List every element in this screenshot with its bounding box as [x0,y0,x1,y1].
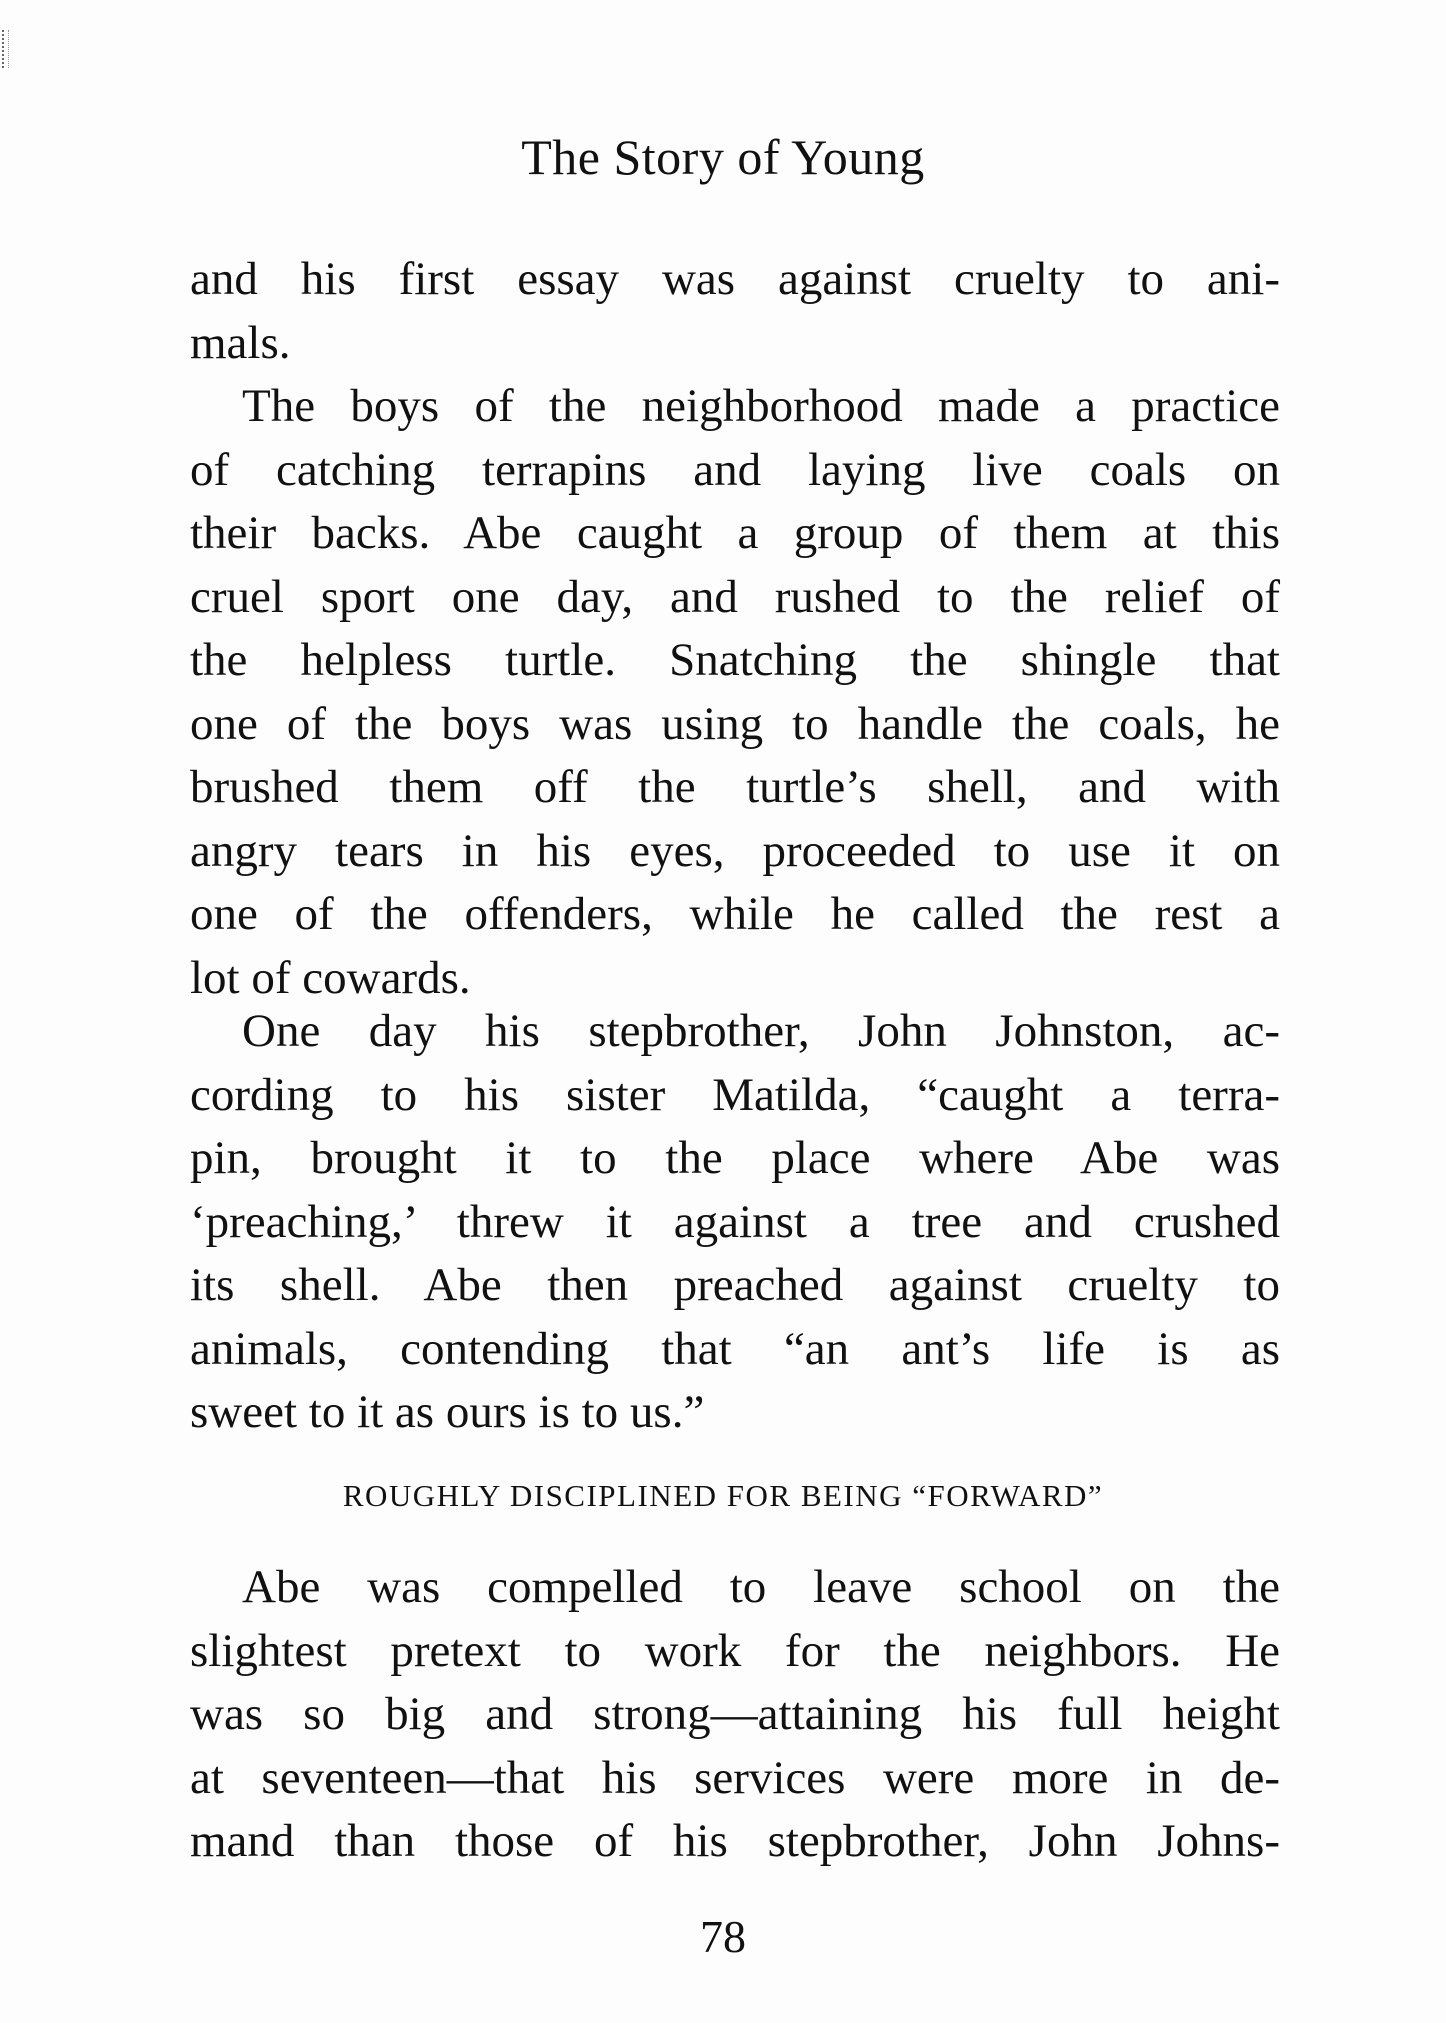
text-line: its shell. Abe then preached against cruelty to [190,1259,1280,1311]
text-line: was so big and strong—attaining his full height [190,1688,1280,1740]
text-line: Abe was compelled to leave school on the [242,1561,1280,1613]
text-line: one of the boys was using to handle the coals, he [190,697,1280,750]
paragraph-stepbrother [190,1000,1280,1445]
text-line: brushed them off the turtle’s shell, and with [190,761,1280,813]
section-subheading: ROUGHLY DISCIPLINED FOR BEING “FORWARD” [342,1478,1104,1513]
text-line: their backs. Abe caught a group of them at this [190,507,1280,559]
text-line: mand than those of his stepbrother, John Johns- [190,1815,1280,1867]
text-line: and his first essay was against cruelty to ani- [190,253,1280,305]
text-line: sweet to it as ours is to us.” [190,1386,705,1438]
text-line: lot of cowards. [190,951,471,1004]
paragraph-school [190,1556,1280,1874]
text-line: at seventeen—that his services were more in de- [190,1751,1280,1804]
text-line: of catching terrapins and laying live coals on [190,443,1280,496]
text-line: the helpless turtle. Snatching the shingle that [190,634,1280,686]
text-line: cording to his sister Matilda, “caught a terra- [190,1068,1280,1121]
text-line: mals. [190,316,291,369]
text-line: The boys of the neighborhood made a practice [242,380,1280,432]
text-line: ‘preaching,’ threw it against a tree and crushed [190,1195,1280,1248]
page-number: 78 [700,1911,746,1962]
text-line: One day his stepbrother, John Johnston, ac- [242,1005,1280,1057]
text-line: animals, contending that “an ant’s life is as [190,1322,1280,1375]
scan-edge-mark [2,30,9,68]
paragraph-terrapins [190,375,1280,1010]
running-title: The Story of Young [521,129,925,185]
text-line: pin, brought it to the place where Abe was [190,1132,1280,1184]
text-line: one of the offenders, while he called the rest a [190,888,1280,940]
paragraph-continuation [190,248,1280,375]
text-line: angry tears in his eyes, proceeded to use it on [190,824,1280,877]
text-line: slightest pretext to work for the neighbors. He [190,1624,1280,1677]
text-line: cruel sport one day, and rushed to the relief of [190,570,1280,623]
